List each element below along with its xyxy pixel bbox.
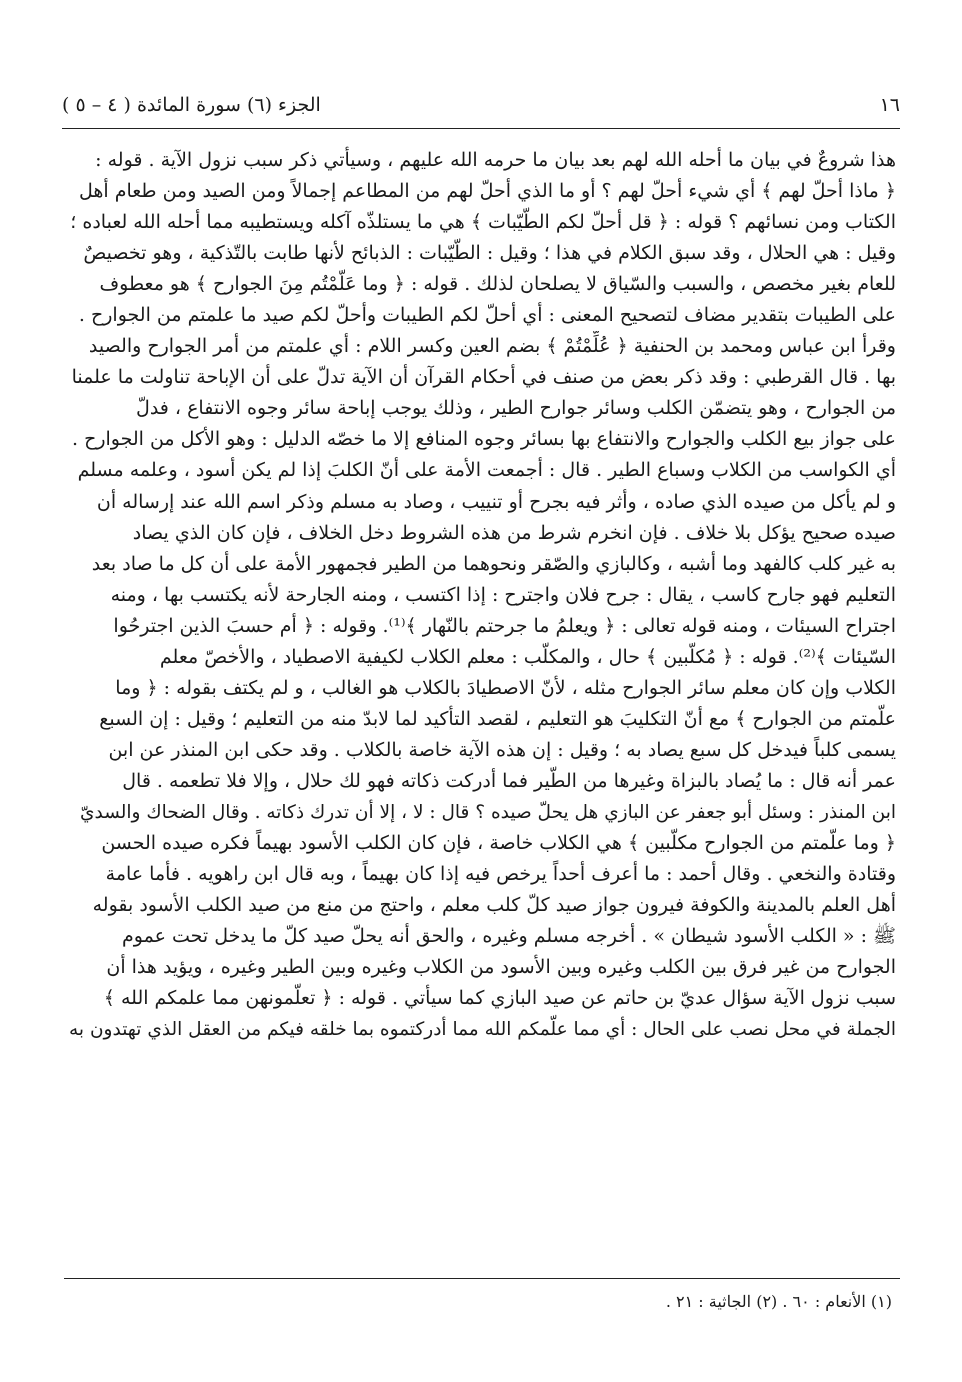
text-line: وقيل : هي الحلال ، وقد سبق الكلام في هذا ؛ وقيل : الطّيّبات : الذبائح لأنها طابت بالتّذكية ، وهو تخصيصٌ — [83, 242, 896, 265]
body-text — [66, 145, 896, 1076]
text-line: على جواز بيع الكلب والجوارح والانتفاع بها بسائر وجوه المنافع إلا ما خصّه الدليل : وهو الأكل من الجوارح . — [71, 428, 896, 451]
text-line: و لم يأكل من صيده الذي صاده ، وأثر فيه بجرح أو تنييب ، وصاد به مسلم وذكر اسم الله عند إرساله أن — [96, 490, 896, 513]
text-line: اجتراح السيئات ، ومنه قوله تعالى : ﴿ ويعلمُ ما جرحتم بالنّهار ﴾⁽¹⁾. وقوله : ﴿ أم حسبَ الذين اجترحُوا — [113, 614, 896, 637]
text-line: الكتاب ومن نسائهم ؟ قوله : ﴿ قل أحلّ لكم الطّيّبات ﴾ هي ما يستلذّه آكله ويستطيبه مما أحله الله لعباده ؛ — [70, 211, 896, 234]
text-line: وقتادة والنخعي . وقال أحمد : ما أعرف أحداً يرخص فيه إذا كان بهيماً ، وبه قال ابن راهويه . فأما عامة — [105, 863, 896, 886]
text-line: ابن المنذر : وسئل أبو جعفر عن البازي هل يحلّ صيده ؟ قال : لا ، إلا أن تدرك ذكاته . وقال الضحاك والسديّ — [80, 801, 896, 823]
footnote-divider — [64, 1278, 900, 1279]
text-line: من الجوارح ، وهو يتضمّن الكلب وسائر جوارح الطير ، وذلك يوجب إباحة سائر وجوه الانتفاع ، فدلّ — [136, 397, 896, 420]
text-line: الكلاب وإن كان معلم سائر الجوارح مثله ، لأنّ الاصطيادَ بالكلاب هو الغالب ، و لم يكتف بقوله : ﴿ وما — [115, 676, 896, 699]
text-line: على الطيبات بتقدير مضاف لتصحيح المعنى : أي أحلّ لكم الطيبات وأحلّ لكم صيد ما علمتم من الجوارح . — [78, 304, 896, 327]
text-line: ﴿ وما علّمتم من الجوارح مكلّبين ﴾ هي الكلاب خاصة ، فإن كان الكلب الأسود بهيماً فكره صيده الحسن — [101, 832, 896, 855]
text-line: الجملة في محل نصب على الحال : أي مما علّمكم الله مما أدركتموه بما خلقه فيكم من العقل الذي تهتدون به — [69, 1019, 896, 1041]
text-line: يسمى كلباً فيدخل كل سبع يصاد به ؛ وقيل : إن هذه الآية خاصة بالكلاب . وقد حكى ابن المنذر عن ابن — [108, 738, 896, 761]
text-line: التعليم فهو جارح كاسب ، يقال : جرح فلان واجترح : إذا اكتسب ، ومنه الجارحة لأنه يكتسب بها ، ومنه — [110, 583, 896, 606]
text-line: أهل العلم بالمدينة والكوفة فيرون جواز صيد كلّ كلب معلم ، واحتج من منع من صيد الكلب الأسود بقوله — [92, 894, 896, 917]
text-line: بها . قال القرطبي : وقد ذكر بعض من صنف في أحكام القرآن أن الآية تدلّ على أن الإباحة تناولت ما علمنا — [71, 366, 896, 389]
text-line: ﴿ ماذا أحلّ لهم ﴾ أي شيء أحلّ لهم ؟ أو ما الذي أحلّ لهم من المطاعم إجمالاً ومن الصيد ومن طعام أهل — [78, 180, 896, 203]
text-line: صيده صحيح يؤكل بلا خلاف . فإن انخرم شرط من هذه الشروط دخل الخلاف ، فإن كان الذي يصاد — [132, 521, 896, 544]
text-line — [66, 1045, 896, 1076]
text-line: الجوارح من غير فرق بين الكلب وغيره وبين الأسود من الكلاب وغيره وبين الطير وغيره ، ويؤيد هذا أن — [106, 956, 896, 979]
text-line: السّيئات ﴾⁽²⁾. قوله : ﴿ مُكلّبين ﴾ حال ، والمكلّب : معلم الكلاب لكيفية الاصطياد ، والأخصّ معلم — [159, 645, 896, 668]
text-line: ﷺ : « الكلب الأسود شيطان » . أخرجه مسلم وغيره ، والحق أنه يحلّ صيد كلّ ما يدخل تحت عموم — [122, 925, 896, 948]
text-line: وقرأ ابن عباس ومحمد بن الحنفية ﴿ عُلِّمْتُمْ ﴾ بضم العين وكسر اللام : أي علمتم من أمر الجوارح والصيد — [88, 335, 896, 358]
page-header — [62, 88, 900, 122]
header-divider — [62, 128, 900, 129]
footnote: (١) الأنعام : ٦٠ . (٢) الجاثية : ٢١ . — [665, 1292, 892, 1311]
text-line: علّمتم من الجوارح ﴾ مع أنّ التكليبَ هو التعليم ، لقصد التأكيد لما لابدّ منه من التعليم ؛ وقيل : إن السبع — [99, 707, 896, 730]
text-line: أي الكواسب من الكلاب وسباع الطير . قال : أجمعت الأمة على أنّ الكلبَ إذا لم يكن أسود ، وعلمه مسلم — [77, 459, 896, 482]
text-line: عمر أنه قال : ما يُصاد بالبزاة وغيرها من الطّير فما أدركت ذكاته فهو لك حلال ، وإلا فلا تطعمه . قال — [122, 769, 896, 792]
text-line: سبب نزول الآية سؤال عديّ بن حاتم عن صيد البازي كما سيأتي . قوله : ﴿ تعلّمونهن مما علمكم الله ﴾ — [103, 987, 896, 1010]
running-title: الجزء (٦) سورة المائدة ( ٤ – ٥ ) — [62, 94, 321, 116]
text-line: للعام بغير مخصص ، والسبب والسّياق لا يصلحان لذلك . قوله : ﴿ وما عَلّمْتُم مِنَ الجوارح ﴾ هو معطوف — [99, 273, 896, 296]
page-number: ١٦ — [879, 94, 900, 116]
text-line: هذا شروعٌ في بيان ما أحله الله لهم بعد بيان ما حرمه الله عليهم ، وسيأتي ذكر سبب نزول الآية . قوله : — [95, 149, 896, 171]
text-line: به غير كلب كالفهد وما أشبه ، وكالبازي والصّقر ونحوهما من الطير فجمهور الأمة على أن كل ما صاد بعد — [91, 552, 896, 575]
